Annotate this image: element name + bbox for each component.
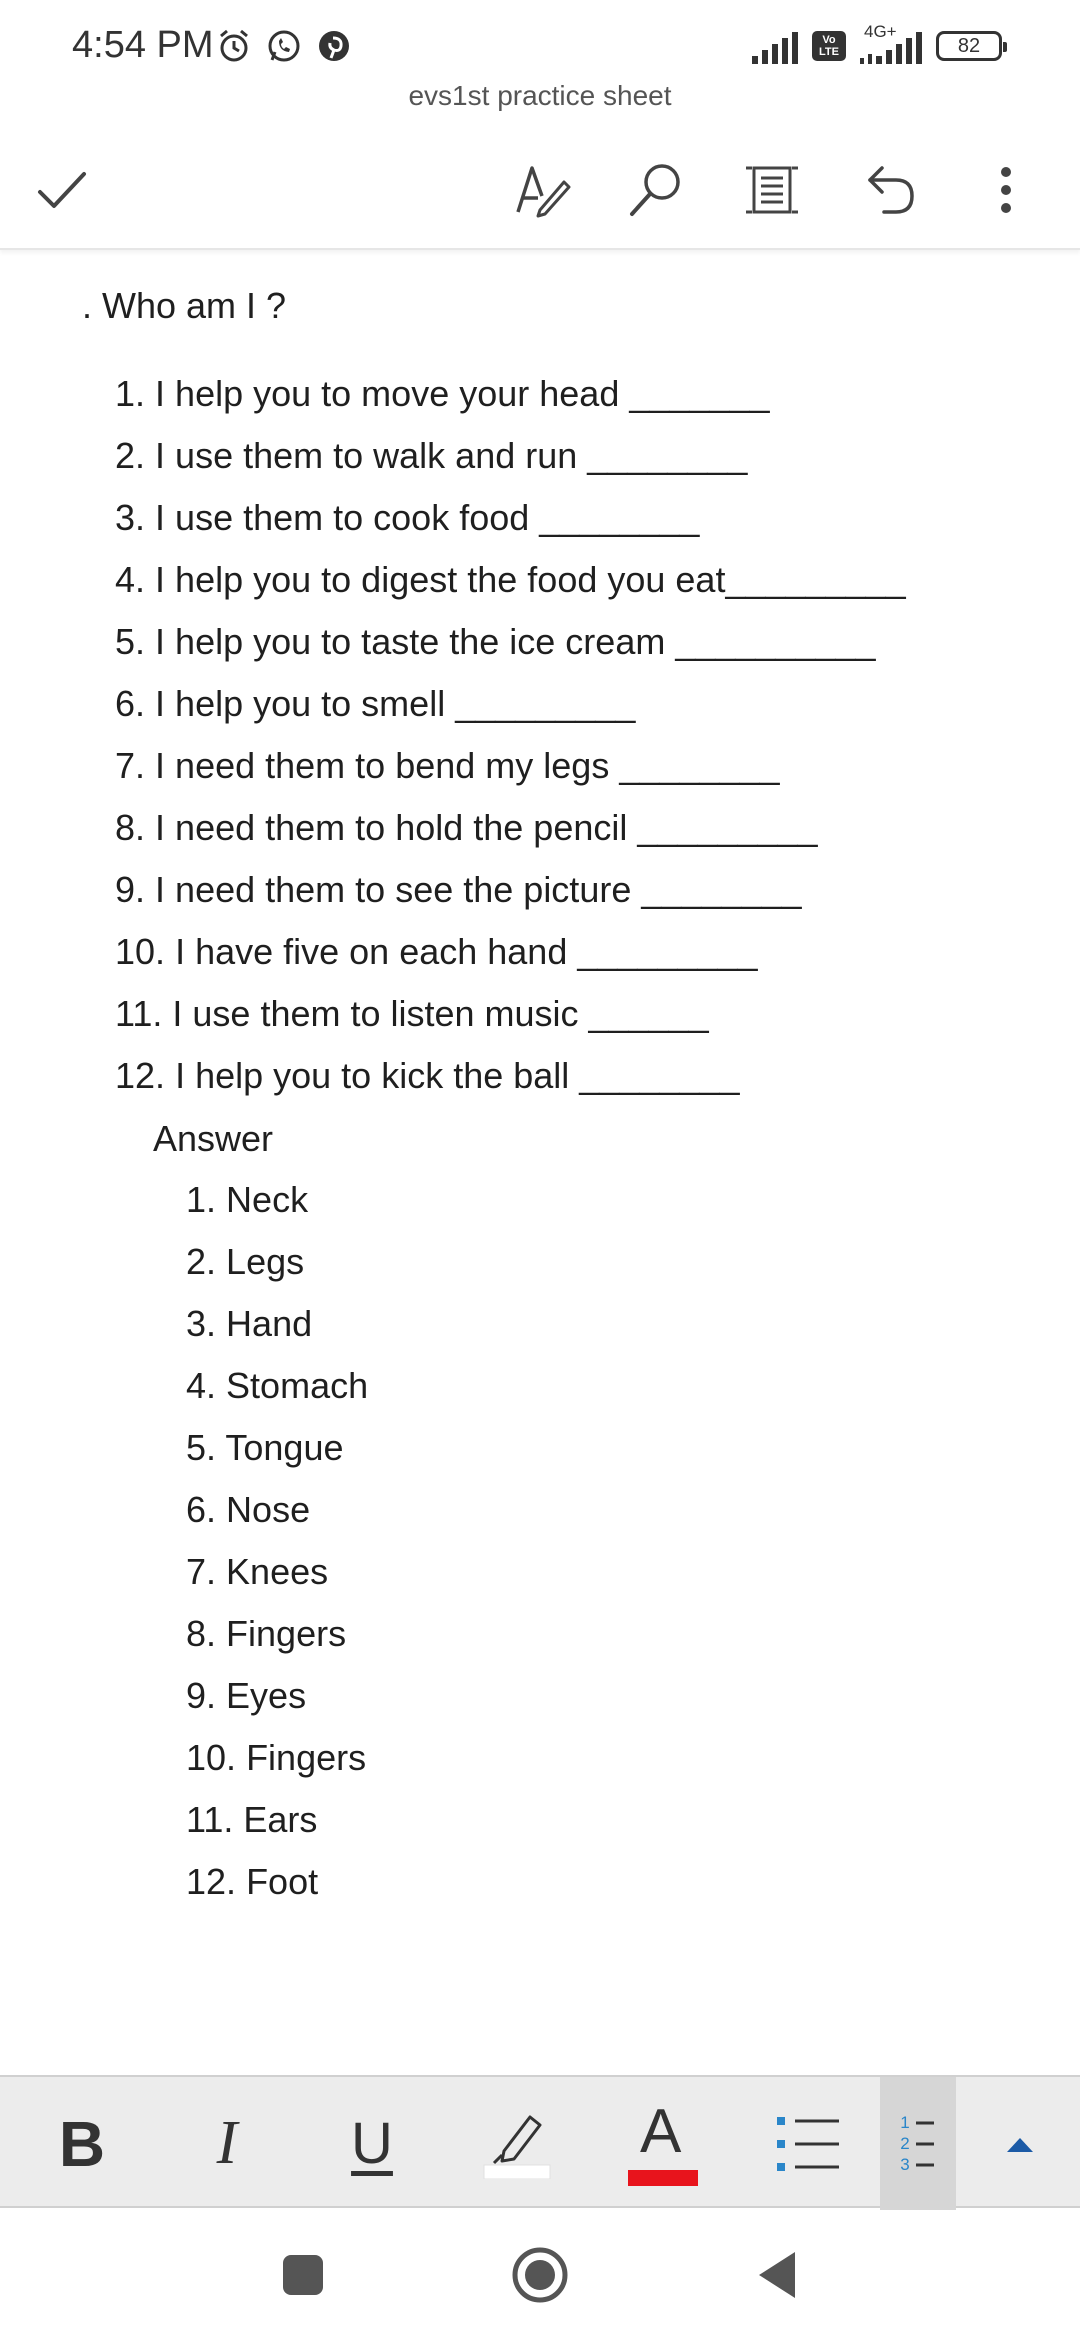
list-item (186, 1674, 368, 1736)
document-body[interactable] (0, 250, 1080, 2075)
item-number: 1. (186, 1179, 217, 1220)
item-number: 9. (186, 1675, 217, 1716)
chevron-up-icon (1005, 2134, 1035, 2154)
list-item (115, 992, 906, 1054)
question-list (115, 372, 906, 1116)
list-item (186, 1178, 368, 1240)
font-color-button[interactable] (603, 2077, 723, 2210)
status-time: 4:54 PM (72, 24, 214, 66)
underline-button[interactable] (312, 2077, 432, 2210)
list-item (186, 1860, 368, 1922)
signal-4g-icon (860, 22, 922, 64)
font-color-swatch (628, 2170, 698, 2186)
underline-label: U (351, 2111, 393, 2176)
bullet-list-button[interactable] (748, 2077, 868, 2210)
list-item (115, 372, 906, 434)
font-color-label: A (640, 2096, 682, 2166)
bold-button[interactable] (22, 2077, 142, 2210)
answer-list (186, 1178, 368, 1922)
list-item (186, 1364, 368, 1426)
pinterest-icon (316, 28, 352, 64)
item-text: I need them to bend my legs ________ (155, 745, 780, 786)
list-item (186, 1736, 368, 1798)
reading-view-button[interactable] (732, 150, 812, 230)
digit-1: 1 (900, 2113, 910, 2132)
undo-icon (860, 160, 920, 220)
list-item (115, 930, 906, 992)
item-text: I have five on each hand _________ (175, 931, 758, 972)
list-item (186, 1798, 368, 1860)
highlight-button[interactable] (457, 2077, 577, 2210)
item-number: 8. (115, 807, 146, 848)
item-text: Nose (226, 1489, 311, 1530)
document-title: evs1st practice sheet (408, 80, 672, 111)
system-status-icons (752, 22, 1002, 64)
system-navigation-bar (0, 2210, 1080, 2340)
highlighter-icon (482, 2109, 552, 2179)
item-number: 11. (115, 993, 163, 1034)
item-text: I help you to taste the ice cream __________ (155, 621, 876, 662)
item-text: Fingers (226, 1613, 347, 1654)
list-item (186, 1240, 368, 1302)
answer-heading: Answer (153, 1118, 274, 1159)
undo-button[interactable] (850, 150, 930, 230)
list-item (115, 558, 906, 620)
item-text: Legs (226, 1241, 305, 1282)
item-number: 10. (115, 931, 166, 972)
item-number: 1. (115, 373, 146, 414)
item-number: 8. (186, 1613, 217, 1654)
list-item (115, 806, 906, 868)
italic-label: I (216, 2109, 238, 2177)
item-number: 9. (115, 869, 146, 910)
item-text: Tongue (225, 1427, 344, 1468)
item-text: Stomach (226, 1365, 369, 1406)
more-options-button[interactable] (966, 150, 1046, 230)
list-item (186, 1550, 368, 1612)
back-button[interactable] (732, 2230, 822, 2320)
item-number: 2. (186, 1241, 217, 1282)
item-text: I help you to move your head _______ (155, 373, 770, 414)
network-type-label: 4G+ (864, 22, 897, 41)
item-number: 7. (186, 1551, 217, 1592)
list-item (186, 1302, 368, 1364)
item-number: 11. (186, 1799, 234, 1840)
checkmark-icon (34, 162, 90, 218)
item-text: I use them to listen music ______ (172, 993, 709, 1034)
item-text: I help you to smell _________ (155, 683, 636, 724)
item-text: I use them to cook food ________ (155, 497, 700, 538)
list-item (186, 1488, 368, 1550)
digit-3: 3 (900, 2155, 910, 2174)
signal-icon (752, 28, 798, 64)
numbered-list-icon (900, 2112, 935, 2175)
list-item (115, 1054, 906, 1116)
item-number: 3. (115, 497, 146, 538)
item-number: 4. (186, 1365, 217, 1406)
item-number: 6. (186, 1489, 217, 1530)
item-text: Ears (243, 1799, 318, 1840)
recents-square-icon (281, 2253, 325, 2297)
item-number: 5. (186, 1427, 217, 1468)
list-item (115, 682, 906, 744)
back-triangle-icon (755, 2250, 799, 2300)
alarm-icon (216, 28, 252, 64)
whatsapp-icon (266, 28, 302, 64)
recents-button[interactable] (258, 2230, 348, 2320)
battery-indicator: 82 (936, 31, 1002, 61)
list-item (186, 1426, 368, 1488)
item-text: Fingers (246, 1737, 367, 1778)
bold-label: B (58, 2107, 106, 2180)
editor-toolbar (0, 130, 1080, 250)
pen-format-icon (512, 160, 572, 220)
search-icon (626, 160, 686, 220)
item-text: I help you to kick the ball ________ (175, 1055, 740, 1096)
home-circle-icon (510, 2245, 570, 2305)
item-number: 12. (115, 1055, 166, 1096)
item-number: 3. (186, 1303, 217, 1344)
reading-view-icon (742, 160, 802, 220)
list-item (115, 496, 906, 558)
item-text: Eyes (226, 1675, 307, 1716)
item-number: 2. (115, 435, 146, 476)
item-number: 7. (115, 745, 146, 786)
font-color-icon (628, 2096, 698, 2186)
bullet-list-icon (775, 2113, 841, 2175)
item-text: I need them to see the picture ________ (155, 869, 802, 910)
item-number: 6. (115, 683, 146, 724)
item-number: 4. (115, 559, 146, 600)
list-item (115, 620, 906, 682)
status-bar (0, 0, 1080, 90)
search-button[interactable] (616, 150, 696, 230)
volte-badge: Vo LTE (812, 31, 846, 61)
item-text: I need them to hold the pencil _________ (155, 807, 818, 848)
item-text: Foot (246, 1861, 319, 1902)
list-item (115, 434, 906, 496)
numbered-list-button[interactable] (880, 2077, 956, 2210)
item-number: 5. (115, 621, 146, 662)
formatting-toolbar (0, 2075, 1080, 2208)
list-item (115, 868, 906, 930)
digit-2: 2 (900, 2134, 910, 2153)
item-number: 10. (186, 1737, 237, 1778)
more-vertical-icon (996, 160, 1016, 220)
list-item (186, 1612, 368, 1674)
item-text: I help you to digest the food you eat_________ (155, 559, 906, 600)
item-text: Knees (226, 1551, 329, 1592)
item-text: Hand (226, 1303, 313, 1344)
italic-button[interactable] (167, 2077, 287, 2210)
item-number: 12. (186, 1861, 237, 1902)
numbered-list-digits (900, 2112, 909, 2175)
expand-toolbar-button[interactable] (960, 2077, 1080, 2210)
item-text: Neck (226, 1179, 309, 1220)
numbered-list-lines (914, 2113, 936, 2175)
home-button[interactable] (495, 2230, 585, 2320)
document-heading: . Who am I ? (82, 285, 287, 326)
format-button[interactable] (502, 150, 582, 230)
list-item (115, 744, 906, 806)
done-button[interactable] (22, 150, 102, 230)
notification-icons (216, 28, 352, 64)
item-text: I use them to walk and run ________ (155, 435, 748, 476)
